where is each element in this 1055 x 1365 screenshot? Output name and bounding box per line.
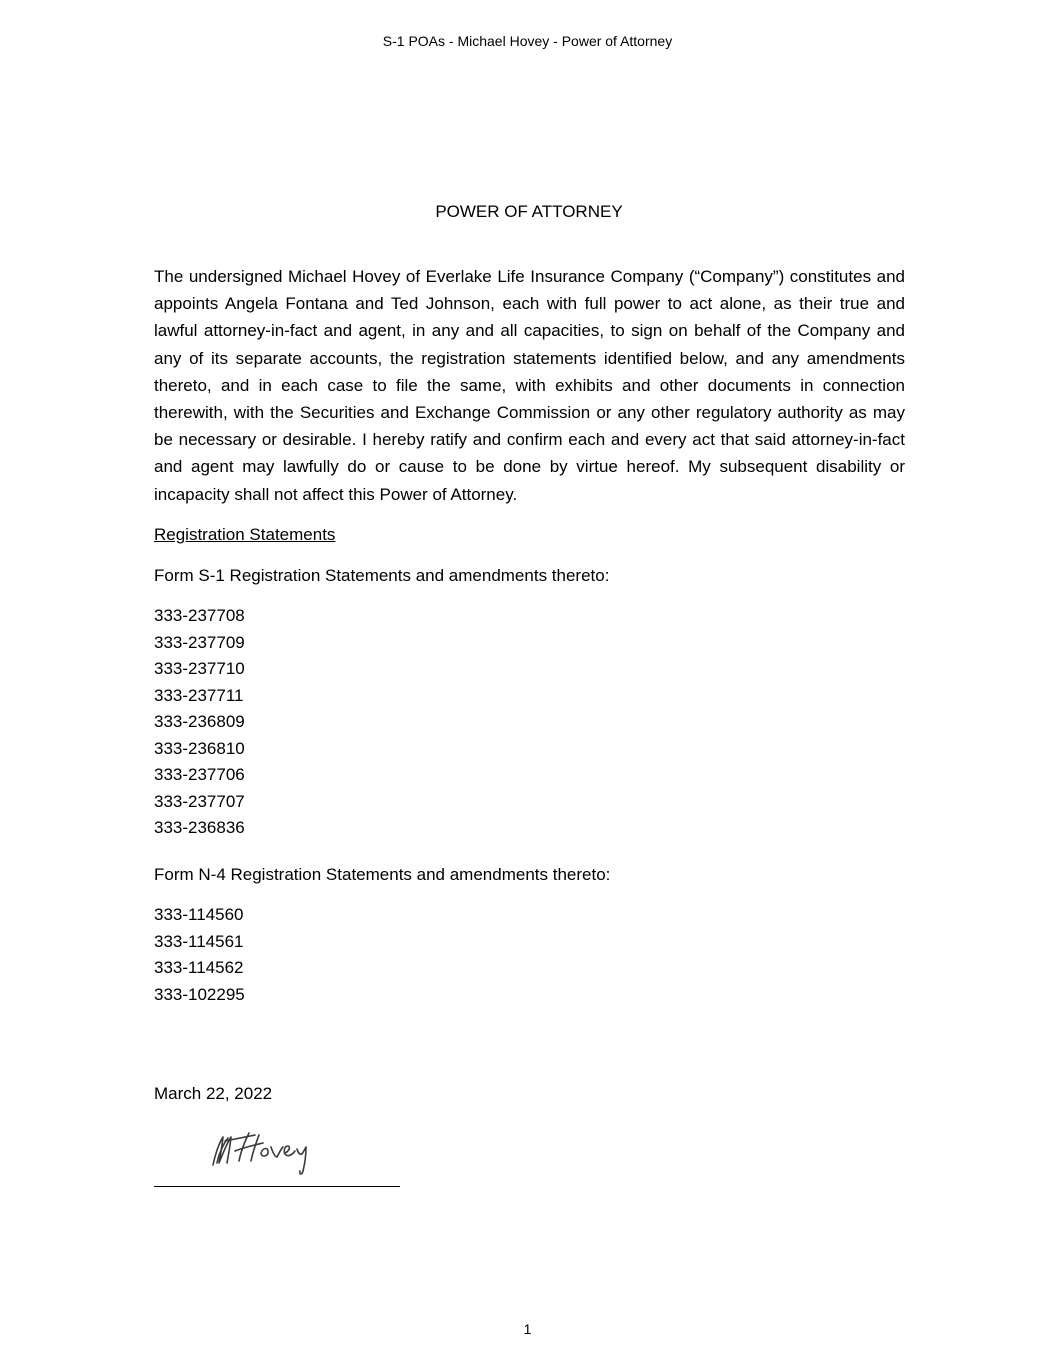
n4-number-list	[154, 902, 905, 1008]
signature-image	[205, 1117, 325, 1179]
n4-number: 333-114562	[154, 958, 244, 977]
s1-number: 333-237706	[154, 765, 245, 784]
s1-number: 333-237708	[154, 606, 245, 625]
s1-number: 333-237707	[154, 791, 245, 811]
s1-number: 333-237709	[154, 632, 245, 652]
n4-number: 333-102295	[154, 984, 245, 1004]
s1-number: 333-237710	[154, 659, 245, 678]
s1-number: 333-236836	[154, 818, 245, 837]
s1-number: 333-236809	[154, 712, 245, 731]
signature-date: March 22, 2022	[154, 1084, 273, 1103]
s1-number-list	[154, 603, 905, 842]
body-paragraph: The undersigned Michael Hovey of Everlake Life Insurance Company (“Company”) constitutes and appoints Angela Fontana and Ted Johnson, each with full power to act alone, as their true and lawful attorney-in-fact and agent, in any and all capacities, to sign on behalf of the Company and any of its separate accounts, the registration statements identified below, and any amendments thereto, and in each case to file the same, with exhibits and other documents in connection therewith, with the Securities and Exchange Commission or any other regulatory authority as may be necessary or desirable. I hereby ratify and confirm each and every act that said attorney-in-fact and agent may lawfully do or cause to be done by virtue hereof. My subsequent disability or incapacity shall not affect this Power of Attorney.	[154, 267, 905, 504]
n4-number: 333-114561	[154, 931, 244, 951]
page-header: S-1 POAs - Michael Hovey - Power of Attorney	[382, 33, 673, 49]
s1-label: Form S-1 Registration Statements and amendments thereto:	[154, 566, 610, 585]
page-number: 1	[523, 1321, 532, 1337]
s1-number: 333-236810	[154, 738, 245, 758]
document-title: POWER OF ATTORNEY	[435, 202, 623, 221]
signature-line	[154, 1186, 400, 1187]
n4-number: 333-114560	[154, 905, 244, 924]
section-heading: Registration Statements	[154, 525, 336, 544]
s1-number: 333-237711	[154, 685, 244, 705]
n4-label: Form N-4 Registration Statements and amendments thereto:	[154, 865, 611, 884]
